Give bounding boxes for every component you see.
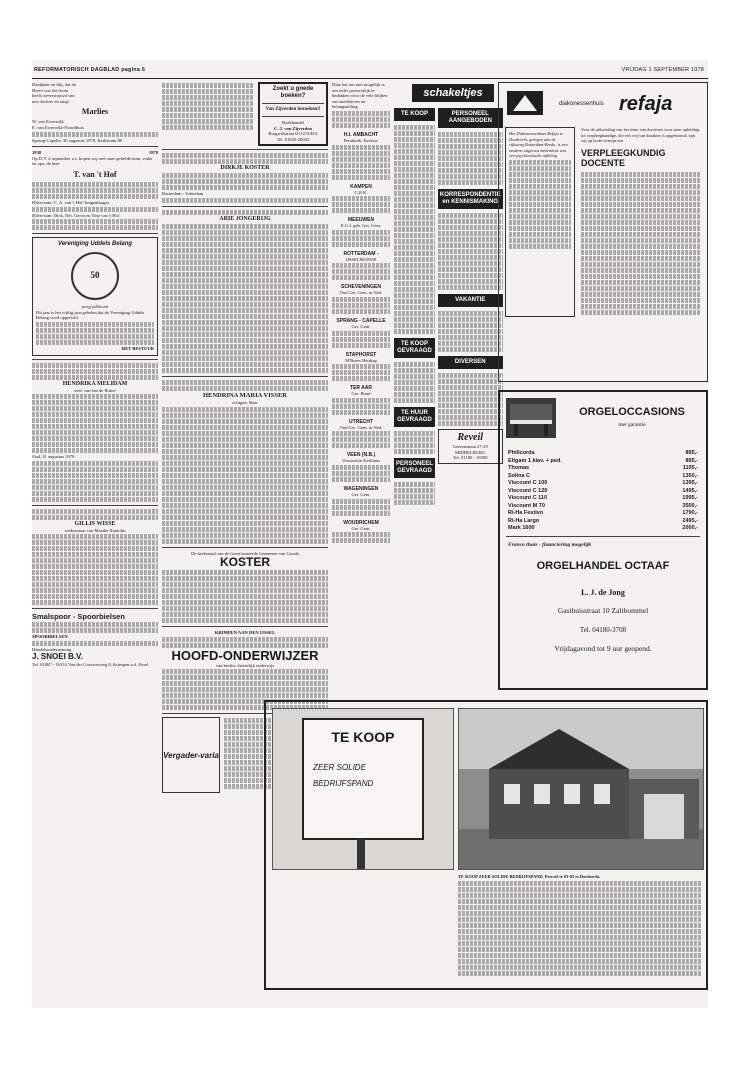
header-rule <box>32 78 708 79</box>
organ-price: 1195,- <box>682 465 698 471</box>
church-sub: Ger. Bond <box>351 391 371 397</box>
page-header <box>32 66 708 76</box>
organ-model: Viscount C 110 <box>508 495 548 501</box>
organ-price-row <box>508 525 698 533</box>
obituary-sub: wed. van Jan de Ruiter <box>74 387 116 393</box>
koster2-name: KOSTER <box>219 555 270 570</box>
organ-price: 2495,- <box>682 517 698 524</box>
obituary-meldam <box>32 363 158 502</box>
refaja-sub: diakonessenhuis <box>559 101 604 107</box>
organ-sub: met garantie <box>618 422 646 428</box>
organ-model: Philicorda <box>508 450 535 456</box>
category-tekoop-gevraagd: TE KOOP GEVRAAGD <box>394 338 435 358</box>
refaja-intro-text: Het Diakonessenhuis Refaja te Dordrecht, gelegen aan de rijksweg Rotterdam-Breda, is een modern uitgerust ziekenhuis van een psychiatrische afdeling <box>509 131 568 159</box>
divider <box>32 146 158 147</box>
jubilee-emblem-icon: 50 <box>71 252 119 300</box>
divider <box>32 608 158 609</box>
church-heading: WOUDRICHEM <box>343 519 379 526</box>
organ-price: 1495,- <box>682 487 698 494</box>
zoekt-title: Zoekt u goede boeken? <box>272 86 314 99</box>
organ-price: 1790,- <box>682 510 698 516</box>
birth-ad-line: heeft toevertrouwd van <box>32 93 75 99</box>
anniversary-year-start: 1938 <box>32 150 42 156</box>
vereniging-footer: HET BESTUUR <box>121 345 154 351</box>
obituary-place: Oud, 31 augustus 1978 <box>32 454 75 460</box>
organ-owner: L. J. de Jong <box>581 588 625 597</box>
column-4-classifieds <box>394 104 501 694</box>
arie-title: ARIE JONGERIJG <box>219 215 271 222</box>
reveil-addr: Geerenstraat 27-29 MIDDELBURG <box>452 444 488 455</box>
tekoop-bedrijfspand-ad <box>264 700 708 990</box>
tekoop-description <box>458 874 702 977</box>
organ-shop: ORGELHANDEL OCTAAF <box>536 560 670 572</box>
category-vakantie: VAKANTIE <box>438 294 503 307</box>
church-heading: WAGENINGEN <box>343 485 379 492</box>
koster2-head: De kerkeraad van de Gereformeerde Gemeente van Gouda <box>191 550 299 556</box>
organ-price: 1350,- <box>682 472 698 479</box>
divider <box>32 505 158 506</box>
refaja-logo: refaja <box>619 93 673 115</box>
obituary-sub: weduwnaar van Maaike Kentolin <box>64 527 126 533</box>
header-right: VRIJDAG 1 SEPTEMBER 1978 <box>621 67 704 73</box>
church-heading: STAPHORST <box>345 351 377 358</box>
organ-photo <box>506 398 556 438</box>
church-sub: Ger. Gem. <box>351 525 371 531</box>
organ-price-row <box>508 458 698 466</box>
organ-model: Viscount C 120 <box>508 487 548 494</box>
smalspoor-ad <box>32 612 158 668</box>
organ-price: 3500,- <box>682 502 698 509</box>
arie-notice <box>162 210 328 373</box>
reveil-logo: Reveil <box>457 432 484 443</box>
birth-ad-parent: W. van Ewerwijk <box>32 119 64 125</box>
obituary-name: GILLIS WISSE <box>74 520 116 527</box>
organ-price: 1995,- <box>682 495 698 501</box>
church-sub: IJSSELMONDE <box>345 256 377 262</box>
organ-price: 895,- <box>685 457 698 464</box>
hoofd-title: HOOFD-ONDERWIJZER <box>171 647 319 663</box>
birth-ad-place: Sprang-Capelle, 30 augustus 1978, Kerkstraat 89 <box>32 137 123 143</box>
visser-name: HENDRINA MARIA VISSER <box>202 391 288 399</box>
organ-price: 895,- <box>685 450 698 456</box>
smalspoor-handel: Handelsonderneming <box>32 646 72 652</box>
sign-solide: ZEER SOLIDE <box>313 763 366 772</box>
refaja-ad <box>498 82 708 382</box>
vereniging-sub: jarig jubileum <box>81 304 109 310</box>
church-heading: TER AAR <box>349 385 373 392</box>
church-heading: H.I. AMBACHT <box>343 131 379 138</box>
organ-price-row <box>508 473 698 481</box>
koster-place: Rotterdam - Schiedam <box>162 191 204 197</box>
koster-vacancy <box>162 551 328 624</box>
hoofd-sub: van beslist christelijk onderwijs <box>215 662 275 668</box>
schakeltjes-banner: schakeltjes <box>412 84 494 102</box>
smalspoor-sub: SPOORBIELSEN <box>32 634 68 640</box>
refaja-job-title: VERPLEEGKUNDIG DOCENTE <box>581 147 666 168</box>
vereniging-ad <box>32 237 158 355</box>
category-korrespondentie: KORRESPONDENTIE en KENNISMAKING <box>438 189 503 209</box>
anniversary-place: Hilversum: Dick, Nel, Gerrit en Tiny van 't Hof <box>32 212 120 218</box>
anniversary-place: Hilversum: C. A. van 't Hof-Jongenburger <box>32 199 110 205</box>
refaja-emblem-icon <box>505 89 545 117</box>
building-photo <box>458 708 704 870</box>
church-heading: ROTTERDAM - <box>343 250 379 257</box>
organ-model: Viscount M 70 <box>508 502 545 509</box>
church-sub: M'Boers Herdtag <box>345 357 377 363</box>
divider <box>32 359 158 360</box>
anniversary-year-end: 1978 <box>148 150 158 156</box>
birth-ad-line: Dankbaar en blij, dat de <box>32 82 77 87</box>
newspaper-page <box>32 60 708 1008</box>
anniversary-name: T. van 't Hof <box>73 169 117 179</box>
church-sub: Oud Ger. Gem. in Ned. <box>339 290 383 296</box>
organ-price-row <box>508 450 698 458</box>
birth-ad <box>32 82 158 143</box>
smalspoor-title: Smalspoor - Spoorbielsen <box>32 612 125 622</box>
organ-price: 2000,- <box>682 525 698 531</box>
church-sub: Ger. Gem. <box>351 323 371 329</box>
vereniging-text: Dit jaar is het vijftig jaar geleden dat de Vereniging Uddels Belang werd opgericht. <box>36 309 145 321</box>
organ-finance: Franco thuis - financiering mogelijk <box>508 542 592 548</box>
organ-price-row <box>508 510 698 518</box>
category-personeel-aangeboden: PERSONEEL AANGEBODEN <box>438 108 503 128</box>
organ-tel: Tel. 04180-3708 <box>579 626 627 634</box>
organ-model: Thomas <box>508 465 530 471</box>
organ-address: Gasthuisstraat 10 Zaltbommel <box>557 606 649 615</box>
sign-bedrijfspand: BEDRIJFSPAND <box>313 779 374 788</box>
hoofd-vacancy <box>162 630 328 710</box>
organ-model: Eltgam 1 klav. + ped. <box>508 457 562 464</box>
column-1 <box>32 82 158 1002</box>
organ-price-list <box>508 450 698 533</box>
organ-model: Solina C <box>508 472 531 479</box>
church-sub: Petrakerk, Kerkstr. <box>343 137 379 143</box>
tekoop-caption: TE KOOP ZEER SOLIDE BEDRIJFSPAND, Perceel te 01-03 te Dordrecht. <box>458 874 601 879</box>
church-sub: Oud Ger. Gem. in Ned. <box>339 424 383 430</box>
zoekt-ad <box>258 82 328 146</box>
obituary-gillis <box>32 509 158 606</box>
zoekt-mid: Van Zijverden bezoeken!! <box>265 107 321 112</box>
vereniging-title: Vereniging Uddels Belang <box>57 241 133 248</box>
organ-model: Ri-Ha Largo <box>508 517 540 524</box>
birth-ad-line: Heere ons het leven <box>32 87 69 93</box>
organ-model: Ri-Ha Festivo <box>508 510 544 516</box>
church-heading: KAMPEN <box>350 183 372 190</box>
top-ads-row <box>162 82 328 146</box>
divider <box>32 233 158 234</box>
organ-ad <box>498 390 708 690</box>
church-sub: Ger. Gem. <box>351 491 371 497</box>
organ-price-row <box>508 465 698 473</box>
church-heading: MEEUWEN <box>347 217 375 224</box>
birth-ad-name: Marlies <box>81 107 109 117</box>
refaja-body <box>581 127 701 316</box>
church-sub: G.B.K. <box>354 189 368 195</box>
obituary-name: HENDRIKA MELIDAM <box>62 380 128 387</box>
visser-sub: echtgen. Baar <box>232 399 258 405</box>
organ-model: Mark 1600 <box>508 525 535 531</box>
organ-title: ORGELOCCASIONS <box>579 406 685 418</box>
smalspoor-tel: Tel. 01867 - 16153 Van der Goeswerweg 8, Krimpen a.d. IJssel <box>32 662 149 668</box>
text-block <box>32 132 158 137</box>
organ-hours: Vrijdagavond tot 9 uur geopend. <box>554 644 652 653</box>
church-sub: E.G.I. geb. Ger. Gem. <box>340 223 382 229</box>
church-heading: SPRANG - CAPELLE <box>336 317 386 324</box>
header-left: REFORMATORISCH DAGBLAD pagina 6 <box>34 67 146 73</box>
zoekt-name: C. J. van Zijverden <box>274 125 312 131</box>
category-tehuur-gevraagd: TE HUUR GEVRAAGD <box>394 407 435 427</box>
sign-tekoop: TE KOOP <box>331 729 395 745</box>
category-personeel-gevraagd: PERSONEEL GEVRAAGD <box>394 458 435 478</box>
smalspoor-company: J. SNOEI B.V. <box>32 652 83 662</box>
refaja-intro <box>505 127 575 317</box>
birth-ad-line: ons dochter en zusje <box>32 98 70 104</box>
reveil-ad <box>438 429 503 464</box>
church-heading: SCHEVENINGEN <box>340 284 381 291</box>
zoekt-tel: Tel. 01820-20043 <box>276 136 310 142</box>
organ-price-row <box>508 480 698 488</box>
birth-ad-parent: E. van Ewerwijk-Noordhuis <box>32 124 84 130</box>
organ-price-row <box>508 518 698 526</box>
anniversary-ad <box>32 150 158 230</box>
church-sub: Voortzettin Kerkhuis <box>341 458 381 464</box>
category-diversen: DIVERSEN <box>438 356 503 369</box>
organ-price-row <box>508 488 698 496</box>
church-heading: UTRECHT <box>349 418 373 425</box>
category-tekoop: TE KOOP <box>394 108 435 121</box>
koster-name: DIRKJE KOSTER <box>220 165 270 172</box>
krimpen-head: KRIMPEN AAN DEN IJSSEL <box>214 630 276 636</box>
organ-price-row <box>508 503 698 511</box>
zoekt-shop: Boekhandel <box>282 120 304 125</box>
reveil-tel: Tel. 01180 - 18390 <box>452 455 488 461</box>
organ-model: Viscount C 100 <box>508 480 548 486</box>
koster-notice <box>162 153 328 203</box>
vergader-logo: Vergader-varia <box>162 717 220 793</box>
refaja-body-text: Voor de uitbreiding van het team van docenten voor onze opleiding tot verpleegkundige, die een vrij van karakter is opgebouwd, zijn wij op korte termijn een <box>581 127 700 144</box>
organ-price: 1395,- <box>682 480 698 486</box>
zoekt-addr: Burgwalstraat 63 GOUDA <box>268 131 318 137</box>
organ-price-row <box>508 495 698 503</box>
anniversary-text: Op D.V. 4 september a.s. hopen wij met onze geliefde man, vader en opa, de heer <box>32 155 153 167</box>
for-sale-sign <box>272 708 454 870</box>
church-heading: VEEN (N.B.) <box>346 452 376 459</box>
thanks-intro: Daar het om niet mogelijk is, om ieder persoonlijk te bedanken voor de vele blijken van medeleven en belangstelling <box>332 82 388 110</box>
visser-notice <box>162 380 328 544</box>
